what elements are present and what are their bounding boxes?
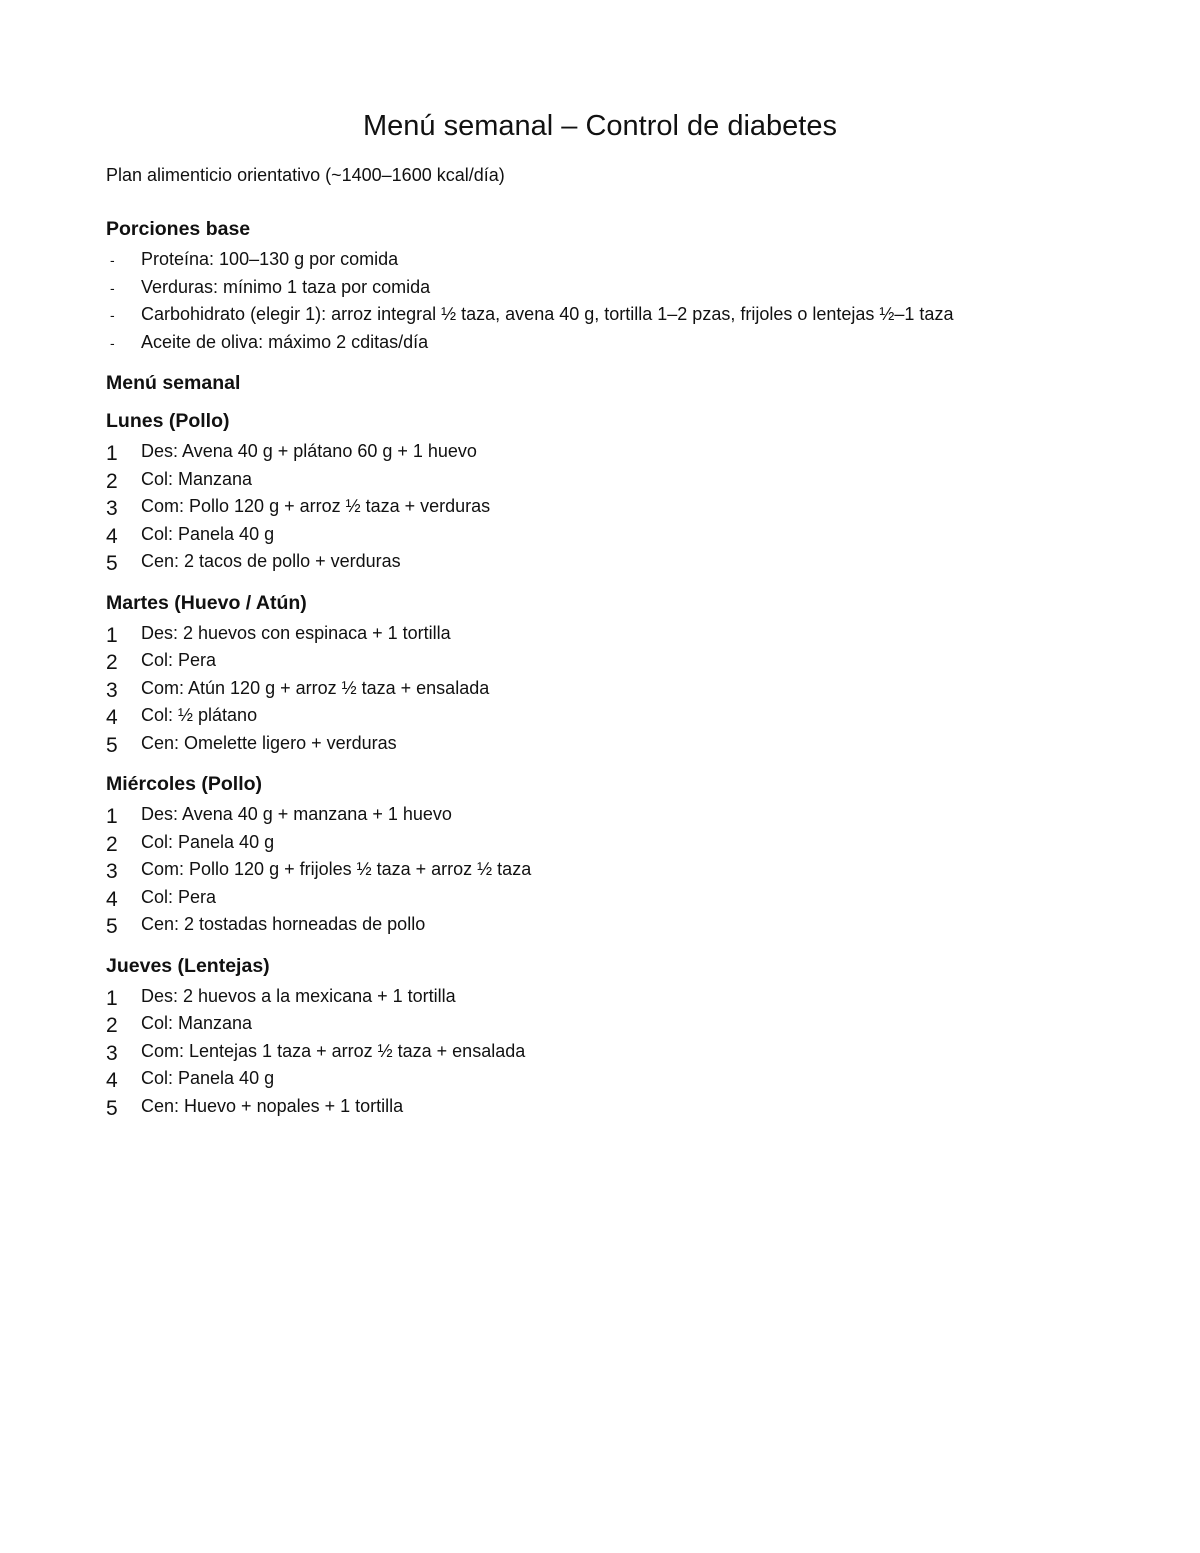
bullet-marker: -: [110, 252, 115, 268]
list-item: [106, 438, 1096, 466]
list-item-text: Col: Panela 40 g: [141, 831, 275, 852]
list-item: [106, 801, 1096, 829]
list-item: [106, 548, 1096, 576]
day-heading-jueves: Jueves (Lentejas): [106, 954, 270, 977]
list-item: [106, 301, 1096, 329]
list-item: [106, 675, 1096, 703]
item-number: 1: [106, 986, 118, 1010]
list-item-text: Com: Pollo 120 g + frijoles ½ taza + arroz ½ taza: [141, 859, 532, 879]
list-item: [106, 620, 1096, 648]
porciones-list: [106, 246, 1096, 356]
item-number: 4: [106, 1069, 118, 1092]
item-number: 3: [106, 860, 118, 883]
list-item: [106, 274, 1096, 302]
item-number: 4: [106, 887, 118, 911]
list-item-text: Proteína: 100–130 g por comida: [141, 249, 399, 269]
item-number: 2: [106, 832, 118, 856]
list-item-text: Com: Pollo 120 g + arroz ½ taza + verduras: [141, 496, 491, 516]
day-list-jueves: [106, 983, 1096, 1121]
item-number: 2: [106, 1014, 118, 1037]
item-number: 5: [106, 733, 118, 757]
list-item-text: Com: Lentejas 1 taza + arroz ½ taza + ensalada: [141, 1040, 526, 1061]
item-number: 5: [106, 915, 118, 938]
document-content: [106, 216, 1096, 1120]
list-item-text: Col: Manzana: [141, 468, 253, 489]
list-item: [106, 521, 1096, 549]
document-subtitle: Plan alimenticio orientativo (~1400–1600 kcal/día): [106, 165, 505, 185]
day-list-lunes: [106, 438, 1096, 576]
day-heading-martes: Martes (Huevo / Atún): [106, 591, 307, 614]
item-number: 4: [106, 706, 118, 729]
list-item: [106, 493, 1096, 521]
list-item-text: Des: 2 huevos con espinaca + 1 tortilla: [141, 622, 451, 643]
list-item-text: Col: ½ plátano: [141, 705, 258, 725]
list-item: [106, 647, 1096, 675]
list-item: [106, 1065, 1096, 1093]
list-item: [106, 329, 1096, 357]
day-heading-lunes: Lunes (Pollo): [106, 410, 230, 432]
list-item-text: Cen: Huevo + nopales + 1 tortilla: [141, 1095, 404, 1116]
list-item: [106, 702, 1096, 730]
list-item-text: Cen: 2 tostadas horneadas de pollo: [141, 914, 426, 934]
item-number: 1: [106, 805, 118, 828]
list-item-text: Des: Avena 40 g + plátano 60 g + 1 huevo: [141, 441, 477, 461]
day-heading-miercoles: Miércoles (Pollo): [106, 773, 263, 795]
list-item: [106, 1038, 1096, 1066]
menu-heading: Menú semanal: [106, 372, 241, 394]
list-item-text: Col: Panela 40 g: [141, 1068, 275, 1088]
list-item: [106, 983, 1096, 1011]
list-item: [106, 246, 1096, 274]
list-item: [106, 466, 1096, 494]
list-item-text: Col: Pera: [141, 650, 217, 670]
list-item-text: Des: 2 huevos a la mexicana + 1 tortilla: [141, 985, 456, 1006]
list-item-text: Cen: Omelette ligero + verduras: [141, 732, 397, 753]
list-item-text: Col: Manzana: [141, 1013, 253, 1033]
list-item: [106, 856, 1096, 884]
porciones-heading: Porciones base: [106, 218, 251, 240]
item-number: 2: [106, 469, 118, 493]
list-item-text: Col: Panela 40 g: [141, 523, 275, 544]
list-item: [106, 911, 1096, 939]
list-item: [106, 730, 1096, 758]
bullet-marker: -: [110, 334, 115, 351]
bullet-marker: -: [110, 307, 115, 323]
item-number: 1: [106, 442, 118, 465]
item-number: 3: [106, 497, 118, 520]
item-number: 1: [106, 623, 118, 647]
list-item: [106, 1093, 1096, 1121]
list-item-text: Com: Atún 120 g + arroz ½ taza + ensalada: [141, 677, 490, 698]
list-item-text: Aceite de oliva: máximo 2 cditas/día: [141, 331, 429, 352]
list-item-text: Verduras: mínimo 1 taza por comida: [141, 276, 431, 297]
list-item-text: Des: Avena 40 g + manzana + 1 huevo: [141, 804, 452, 824]
document-title: Menú semanal – Control de diabetes: [363, 110, 837, 142]
item-number: 2: [106, 651, 118, 674]
item-number: 3: [106, 678, 118, 702]
item-number: 3: [106, 1041, 118, 1065]
item-number: 5: [106, 1096, 118, 1120]
list-item: [106, 1010, 1096, 1038]
item-number: 5: [106, 552, 118, 575]
day-list-miercoles: [106, 801, 1096, 939]
list-item: [106, 829, 1096, 857]
list-item-text: Col: Pera: [141, 886, 217, 907]
list-item-text: Carbohidrato (elegir 1): arroz integral ½ taza, avena 40 g, tortilla 1–2 pzas, frijoles o lentejas ½–1 taza: [141, 304, 954, 324]
item-number: 4: [106, 524, 118, 548]
list-item: [106, 884, 1096, 912]
list-item-text: Cen: 2 tacos de pollo + verduras: [141, 551, 401, 571]
bullet-marker: -: [110, 279, 115, 296]
day-list-martes: [106, 620, 1096, 758]
